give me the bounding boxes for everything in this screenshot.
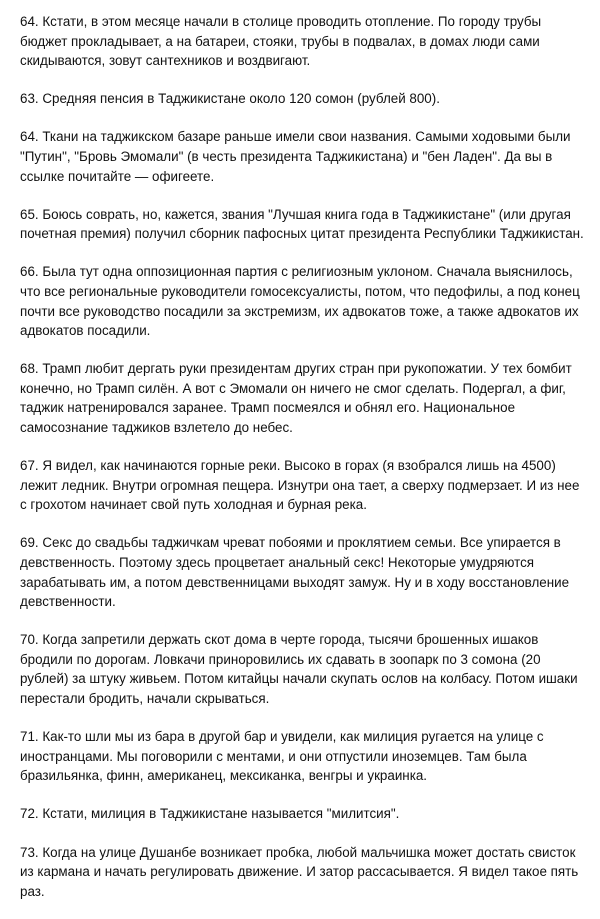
text-line: почетная премия) получил сборник пафосных цитат президента Республики Таджикистан. [20, 226, 584, 242]
list-item [20, 262, 582, 340]
text-line: конечно, но Трамп силён. А вот с Эмомали он ничего не смог сделать. Подергал, а фиг, [20, 380, 566, 396]
text-line: бразильянка, финн, американец, мексиканка, венгры и украинка. [20, 768, 428, 784]
text-line: перестали бродить, начали скрываться. [20, 691, 270, 707]
text-line: бюджет прокладывает, а на батареи, стояки, трубы в подвалах, в домах люди сами [20, 33, 540, 49]
list-item [20, 727, 582, 786]
text-line: 64. Кстати, в этом месяце начали в столице проводить отопление. По городу трубы [20, 14, 542, 29]
text-line: рублей) за штуку живьем. Потом китайцы начали скупать ослов на колбасу. Потом ишаки [20, 671, 578, 687]
text-line: скидываются, зовут сантехников и воздвигают. [20, 53, 311, 69]
text-line: лежит ледник. Внутри огромная пещера. Изнутри она тает, а сверху подмерзает. И из нее [20, 477, 580, 493]
text-line: бродили по дорогам. Ловкачи приноровились их сдавать в зоопарк по 3 сомона (20 [20, 651, 541, 667]
text-line: девственность. Поэтому здесь процветает анальный секс! Некоторые умудряются [20, 554, 535, 570]
text-line: 65. Боюсь соврать, но, кажется, звания "Лучшая книга года в Таджикистане" (или другая [20, 206, 571, 222]
list-item [20, 456, 582, 515]
list-item [20, 630, 582, 708]
list-item [20, 804, 582, 824]
text-line: адвокатов посадили. [20, 323, 151, 339]
list-item [20, 89, 582, 109]
text-line: 73. Когда на улице Душанбе возникает пробка, любой мальчишка может достать свисток [20, 844, 576, 860]
text-line: 66. Была тут одна оппозиционная партия с религиозным уклоном. Сначала выяснилось, [20, 264, 573, 280]
text-line: раз. [20, 883, 45, 899]
list-item [20, 359, 582, 437]
text-line: ссылке почитайте — офигеете. [20, 168, 215, 184]
text-line: таджик натренировался заранее. Трамп посмеялся и обнял его. Национальное [20, 400, 516, 416]
text-line: 67. Я видел, как начинаются горные реки. Высоко в горах (я взобрался лишь на 4500) [20, 458, 556, 474]
text-line: "Путин", "Бровь Эмомали" (в честь президента Таджикистана) и "бен Ладен". Да вы в [20, 148, 553, 164]
text-line: почти все руководство посадили за экстремизм, их адвокатов тоже, а также адвокатов их [20, 303, 579, 319]
text-line: 63. Средняя пенсия в Таджикистане около 120 сомон (рублей 800). [20, 91, 440, 107]
list-item [20, 127, 582, 186]
text-line: 71. Как-то шли мы из бара в другой бар и увидели, как милиция ругается на улице с [20, 729, 544, 745]
text-line: с грохотом начинает свой путь холодная и бурная река. [20, 497, 367, 513]
text-line: иностранцами. Мы поговорили с ментами, и они отпустили иноземцев. Там была [20, 748, 527, 764]
list-item [20, 533, 582, 611]
list-item [20, 843, 582, 902]
list-item [20, 12, 582, 71]
text-line: из кармана и начать регулировать движение. И затор рассасывается. Я видел такое пять [20, 864, 579, 880]
text-line: 70. Когда запретили держать скот дома в черте города, тысячи брошенных ишаков [20, 632, 539, 648]
text-line: девственности. [20, 594, 116, 610]
text-line: зарабатывать им, а потом девственницами выходят замуж. Ну и в ходу восстановление [20, 574, 570, 590]
list-item [20, 205, 582, 244]
text-line: 68. Трамп любит дергать руки президентам других стран при рукопожатии. У тех бомбит [20, 361, 572, 377]
text-line: 64. Ткани на таджикском базаре раньше имели свои названия. Самыми ходовыми были [20, 129, 571, 145]
text-line: самосознание таджиков взлетело до небес. [20, 420, 293, 435]
text-line: 72. Кстати, милиция в Таджикистане называется "милитсия". [20, 806, 400, 822]
text-line: что все региональные руководители гомосексуалисты, потом, что педофилы, а под конец [20, 283, 580, 299]
text-line: 69. Секс до свадьбы таджичкам чреват побоями и проклятием семьи. Все упирается в [20, 535, 561, 551]
